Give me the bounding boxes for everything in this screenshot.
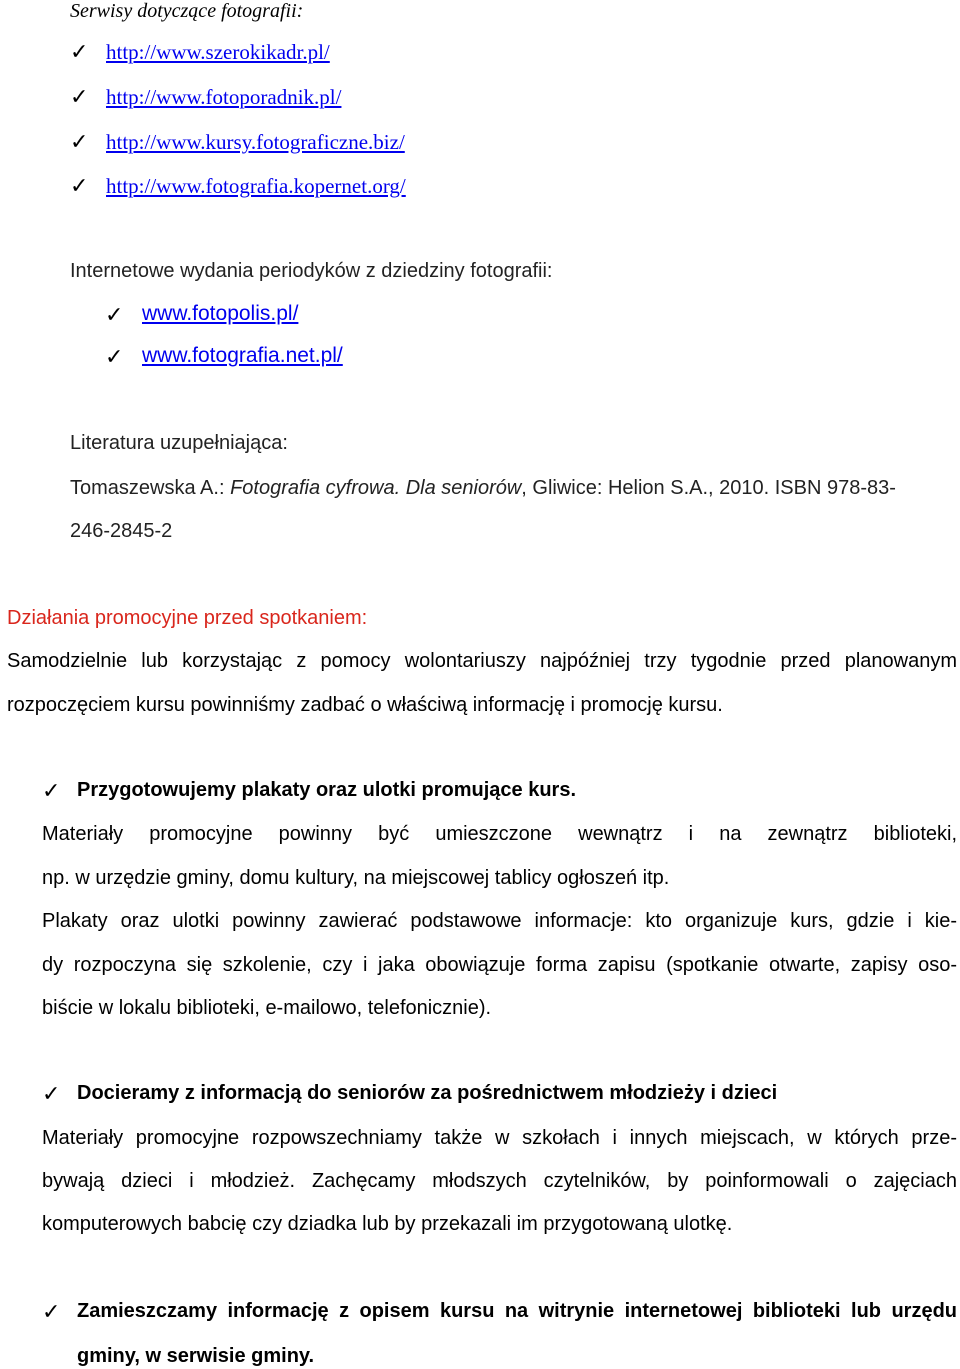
item-posters-p2-line-1: Plakaty oraz ulotki powinny zawierać podstawowe informacje: kto organizuje kurs, gdzie i kie- xyxy=(42,910,957,932)
promo-heading: Działania promocyjne przed spotkaniem: xyxy=(7,607,368,629)
check-icon: ✓ xyxy=(70,40,89,65)
item-posters-p2-line-2: dy rozpoczyna się szkolenie, czy i jaka obowiązuje forma zapisu (spotkanie otwarte, zapisy oso- xyxy=(42,954,957,976)
check-icon: ✓ xyxy=(42,779,61,804)
citation-author: Tomaszewska A.: xyxy=(70,477,231,499)
check-icon: ✓ xyxy=(42,1300,61,1325)
check-icon: ✓ xyxy=(70,85,89,110)
link-szerokikadr[interactable]: http://www.szerokikadr.pl/ xyxy=(106,40,330,64)
check-icon: ✓ xyxy=(70,174,89,199)
check-icon: ✓ xyxy=(70,130,89,155)
citation-title: Fotografia cyfrowa. Dla seniorów xyxy=(230,477,522,499)
photo-services-heading: Serwisy dotyczące fotografii: xyxy=(70,0,304,22)
promo-intro-line-1: Samodzielnie lub korzystając z pomocy wolontariuszy najpóźniej trzy tygodnie przed planowanym xyxy=(7,650,957,672)
item-youth-title: Docieramy z informacją do seniorów za pośrednictwem młodzieży i dzieci xyxy=(77,1082,778,1104)
item-youth-line-3: komputerowych babcię czy dziadka lub by przekazali im przygotowaną ulotkę. xyxy=(42,1213,733,1235)
citation-isbn-continued: 246-2845-2 xyxy=(70,520,173,542)
item-youth-line-1: Materiały promocyjne rozpowszechniamy także w szkołach i innych miejscach, w których prze- xyxy=(42,1127,957,1149)
citation-publisher: , Gliwice: Helion S.A., 2010. ISBN 978-83- xyxy=(521,477,896,499)
check-icon: ✓ xyxy=(105,303,124,328)
item-website-title-line-2: gminy, w serwisie gminy. xyxy=(77,1345,315,1367)
item-posters-p2-line-3: biście w lokalu biblioteki, e-mailowo, telefonicznie). xyxy=(42,997,492,1019)
literature-citation xyxy=(70,477,896,500)
literature-heading: Literatura uzupełniająca: xyxy=(70,432,288,454)
link-fotografia-net[interactable]: www.fotografia.net.pl/ xyxy=(142,344,343,367)
item-website-title-line-1: Zamieszczamy informację z opisem kursu na witrynie internetowej biblioteki lub urzędu xyxy=(77,1300,957,1322)
link-kursy-fotograficzne[interactable]: http://www.kursy.fotograficzne.biz/ xyxy=(106,130,405,154)
item-youth-line-2: bywają dzieci i młodzież. Zachęcamy młodszych czytelników, by poinformowali o zajęciach xyxy=(42,1170,957,1192)
promo-intro-line-2: rozpoczęciem kursu powinniśmy zadbać o właściwą informację i promocję kursu. xyxy=(7,694,723,716)
item-posters-p1-line-1: Materiały promocyjne powinny być umieszczone wewnątrz i na zewnątrz biblioteki, xyxy=(42,823,957,845)
periodicals-heading: Internetowe wydania periodyków z dziedziny fotografii: xyxy=(70,260,553,282)
link-fotografia-kopernet[interactable]: http://www.fotografia.kopernet.org/ xyxy=(106,174,406,198)
item-posters-p1-line-2: np. w urzędzie gminy, domu kultury, na miejscowej tablicy ogłoszeń itp. xyxy=(42,867,670,889)
link-fotoporadnik[interactable]: http://www.fotoporadnik.pl/ xyxy=(106,85,342,109)
item-posters-title: Przygotowujemy plakaty oraz ulotki promujące kurs. xyxy=(77,779,577,801)
link-fotopolis[interactable]: www.fotopolis.pl/ xyxy=(142,302,299,325)
check-icon: ✓ xyxy=(105,345,124,370)
check-icon: ✓ xyxy=(42,1082,61,1107)
